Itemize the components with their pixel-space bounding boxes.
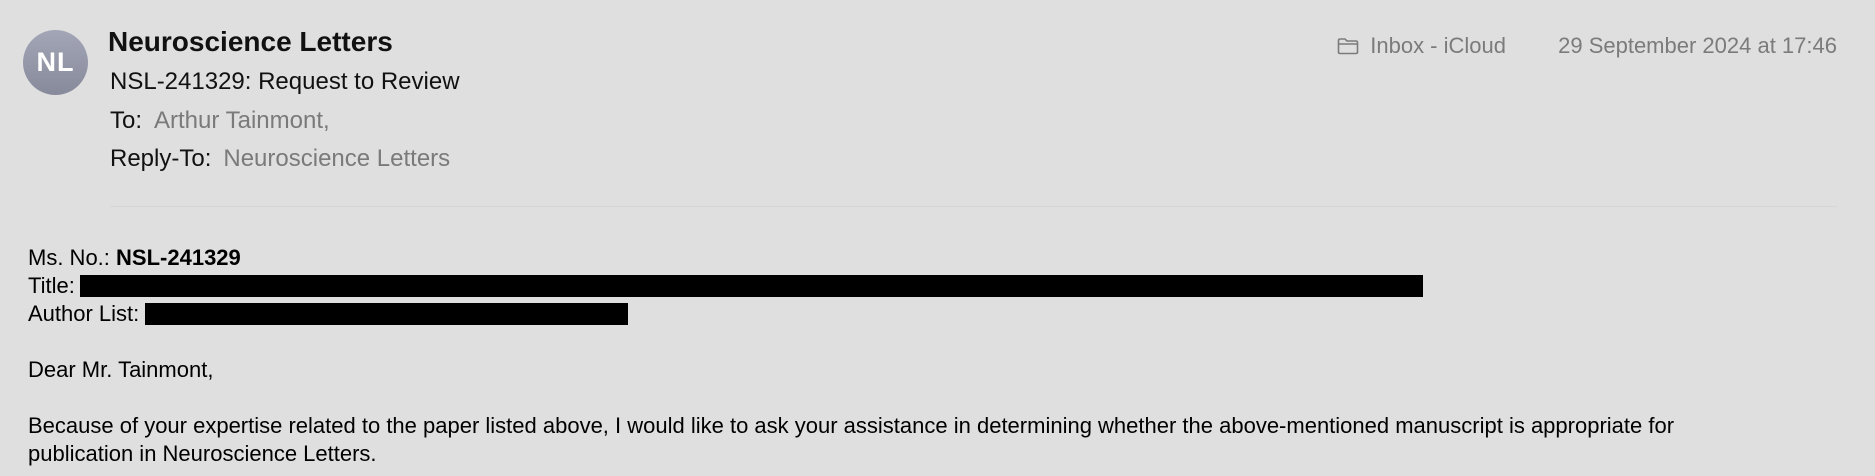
to-label: To: (110, 107, 143, 134)
ms-no-line (28, 244, 1847, 272)
mailbox-label: Inbox - iCloud (1370, 33, 1506, 58)
folder-icon (1337, 37, 1359, 55)
redacted-authors (145, 303, 628, 325)
paragraph-line: Because of your expertise related to the paper listed above, I would like to ask your assistance in determining whether the above-mentioned manuscript is appropriate for (28, 413, 1675, 438)
title-label: Title: (28, 273, 75, 298)
sender-avatar (23, 30, 88, 95)
reply-to-address[interactable]: Neuroscience Letters (223, 145, 451, 172)
email-date: 29 September 2024 at 17:46 (1558, 33, 1837, 58)
greeting: Dear Mr. Tainmont, (28, 357, 214, 382)
title-line (28, 272, 1847, 300)
author-list-label: Author List: (28, 301, 140, 326)
header-divider (110, 206, 1837, 207)
author-list-line (28, 300, 1847, 328)
paragraph-line: publication in Neuroscience Letters. (28, 441, 377, 466)
email-body (28, 244, 1847, 468)
email-subject: NSL-241329: Request to Review (110, 68, 460, 95)
ms-no-value: NSL-241329 (116, 245, 241, 270)
sender-name[interactable]: Neuroscience Letters (108, 26, 393, 57)
mailbox-location[interactable] (1337, 33, 1506, 59)
reply-to-row (110, 145, 450, 173)
request-paragraph (28, 412, 1847, 468)
to-row (110, 107, 330, 135)
reply-to-label: Reply-To: (110, 145, 212, 172)
redacted-title (80, 275, 1423, 297)
ms-no-label: Ms. No.: (28, 245, 110, 270)
to-recipient[interactable]: Arthur Tainmont, (154, 107, 330, 134)
avatar-initials: NL (36, 47, 75, 77)
